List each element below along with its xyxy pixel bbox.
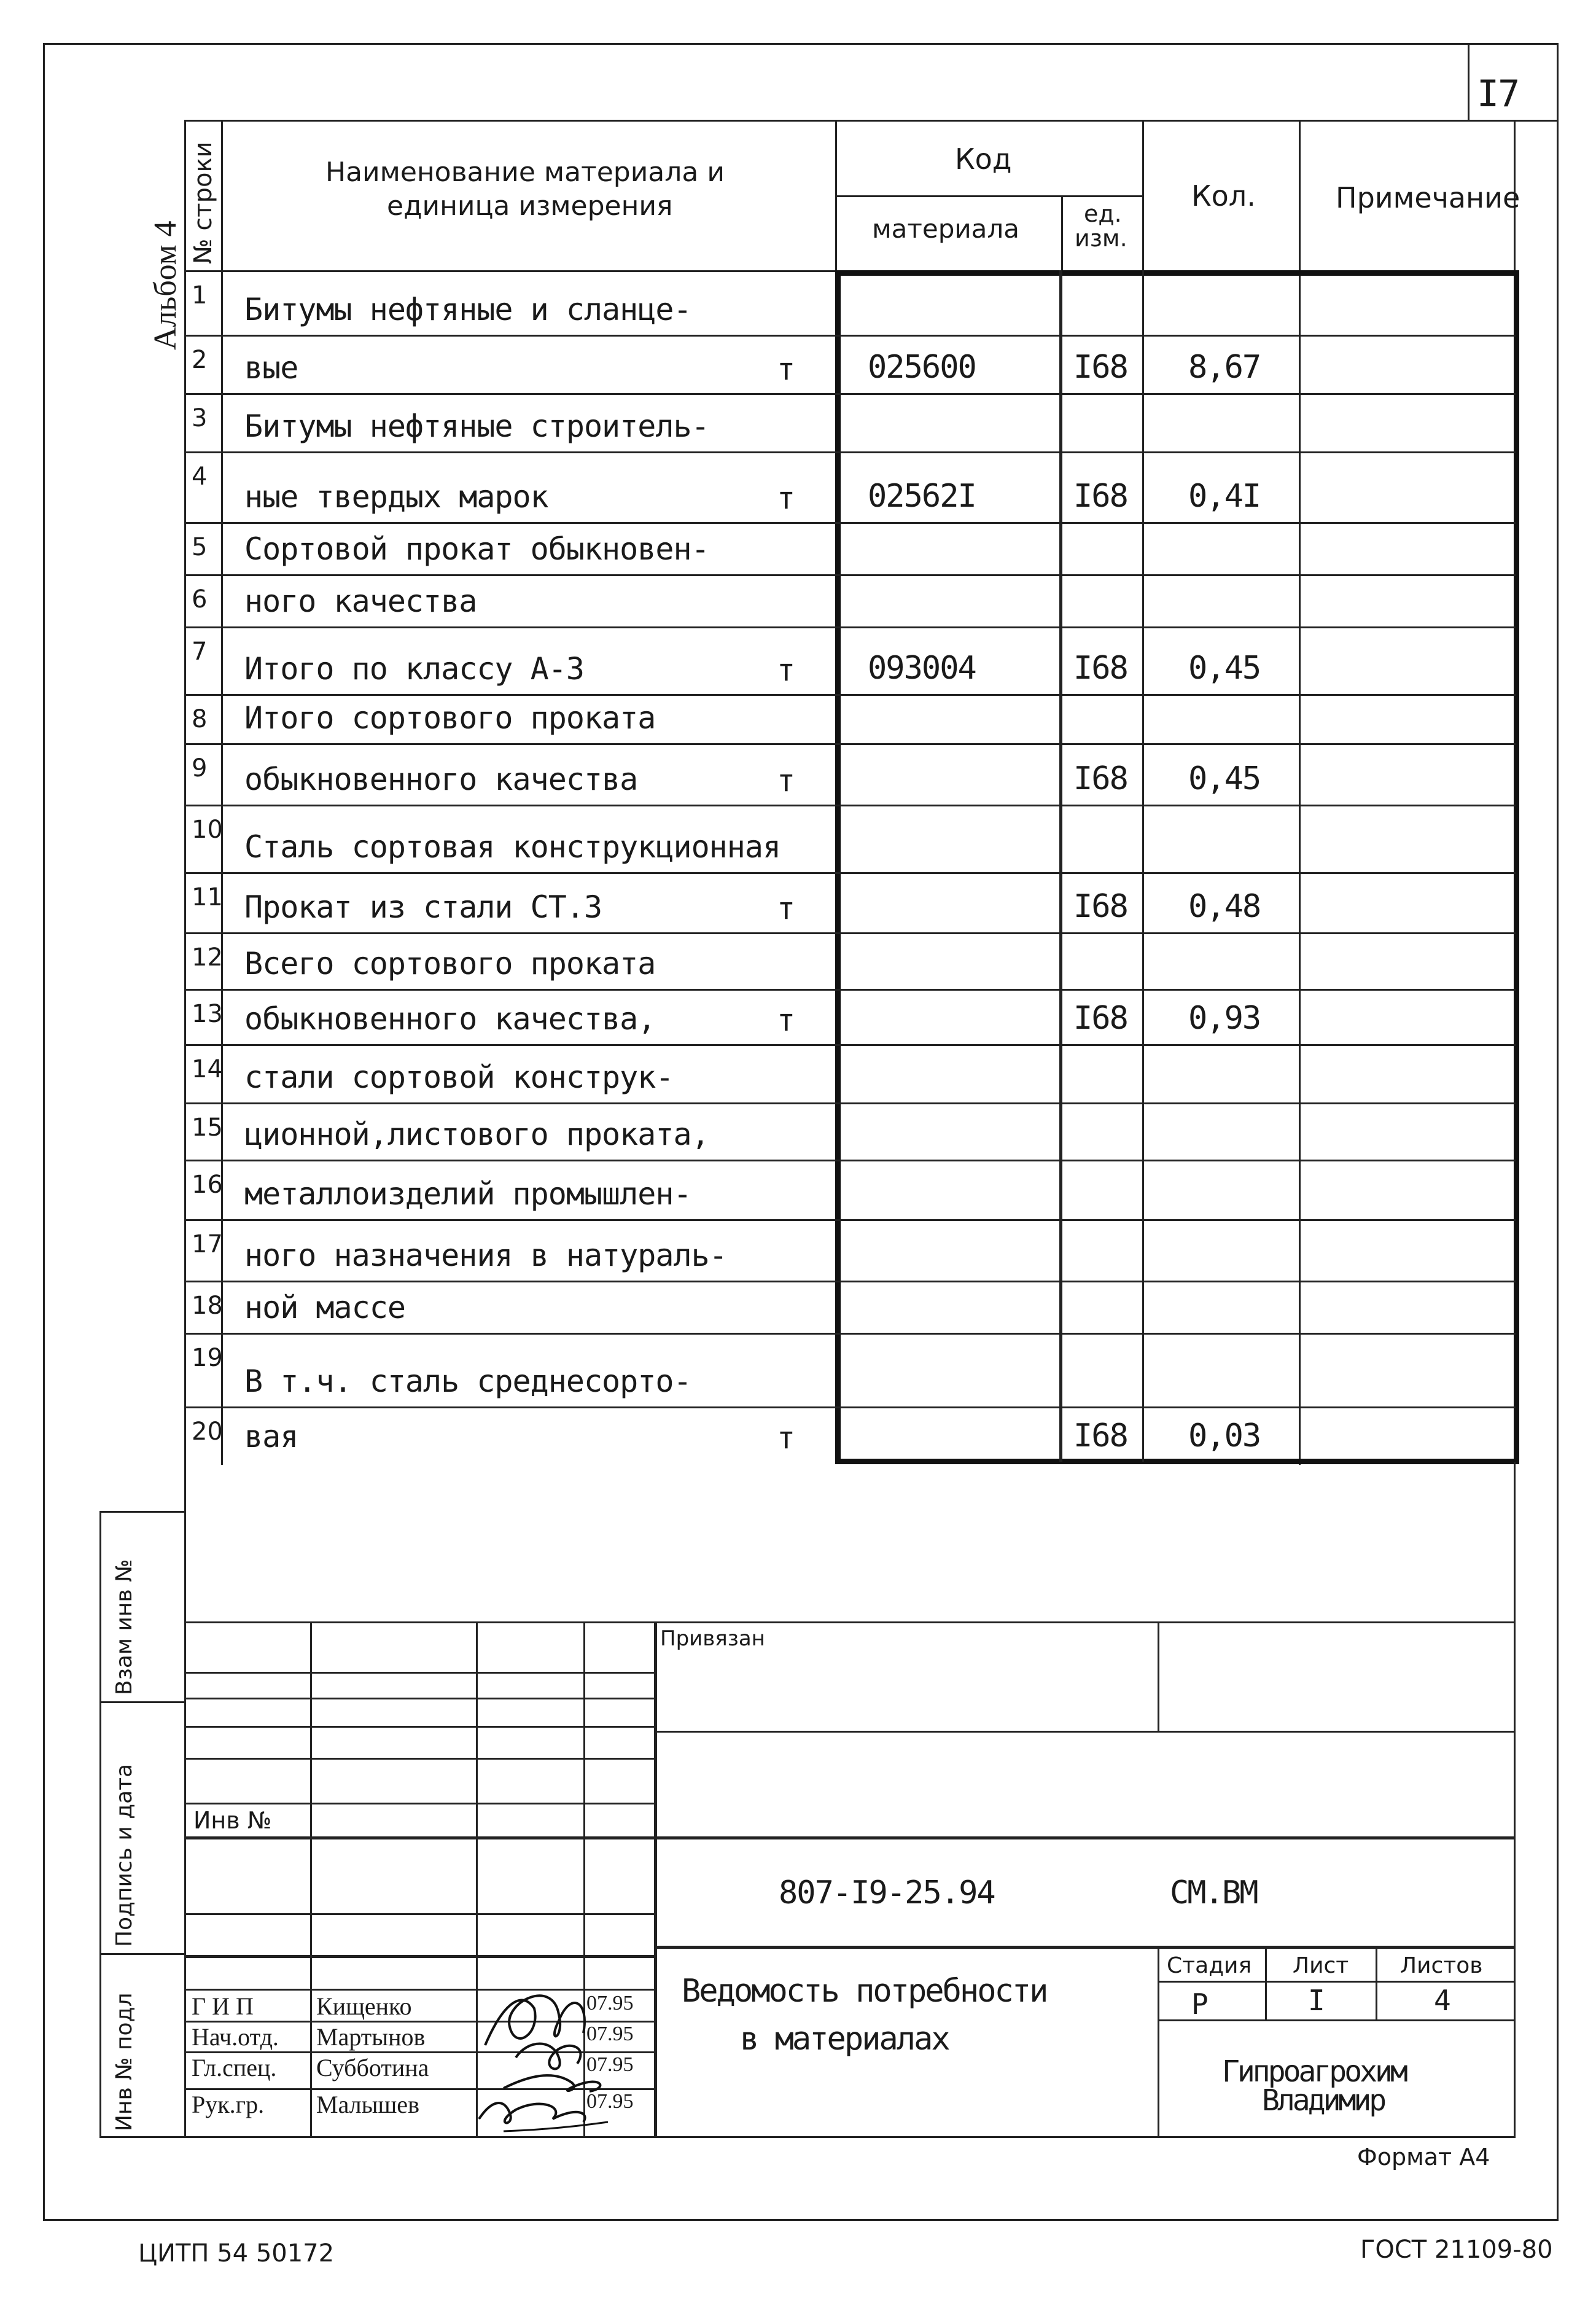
row-text: Сортовой прокат обыкновен-	[244, 531, 709, 567]
table-row	[184, 393, 1514, 451]
stage-label: Стадия	[1167, 1953, 1252, 1978]
table-row	[184, 335, 1514, 393]
row-unit-code: I68	[1073, 1418, 1127, 1454]
row-text: металлоизделий промышлен-	[244, 1176, 691, 1212]
signer-name: Субботина	[316, 2054, 429, 2081]
row-text: обыкновенного качества	[244, 762, 638, 797]
row-unit: т	[777, 351, 796, 387]
row-number: 5	[192, 533, 208, 561]
table-row	[184, 270, 1514, 335]
row-number: 16	[192, 1171, 223, 1199]
row-text: ной массе	[244, 1290, 405, 1325]
row-unit-code: I68	[1073, 349, 1127, 386]
signatures	[467, 1965, 663, 2137]
row-number: 15	[192, 1114, 223, 1142]
row-number: 7	[192, 638, 208, 666]
row-number: 6	[192, 585, 208, 614]
row-quantity: 0,03	[1188, 1418, 1261, 1454]
signer-role: Г И П	[192, 1992, 254, 2020]
row-unit: т	[777, 1002, 796, 1038]
row-text: Прокат из стали СТ.3	[244, 889, 602, 925]
row-text: Битумы нефтяные строитель-	[244, 408, 709, 444]
row-material-code: 093004	[868, 650, 976, 687]
row-quantity: 0,45	[1188, 760, 1261, 797]
row-unit: т	[777, 891, 796, 926]
table-row	[184, 1160, 1514, 1219]
row-number: 12	[192, 943, 223, 972]
row-text: Всего сортового проката	[244, 946, 656, 981]
header-name-line2: единица измерения	[387, 190, 673, 222]
row-unit: т	[777, 652, 796, 688]
signer-role: Рук.гр.	[192, 2091, 265, 2118]
header-qty: Кол.	[1191, 179, 1256, 213]
signer-date: 07.95	[586, 2090, 634, 2113]
row-number: 19	[192, 1344, 223, 1372]
row-number: 1	[192, 281, 208, 310]
row-number: 18	[192, 1292, 223, 1320]
org-line2: Владимир	[1262, 2083, 1385, 2118]
row-text: обыкновенного качества,	[244, 1001, 656, 1037]
row-unit-code: I68	[1073, 478, 1127, 515]
row-unit-code: I68	[1073, 888, 1127, 925]
row-number: 14	[192, 1055, 223, 1083]
row-text: ного качества	[244, 583, 477, 619]
row-number: 17	[192, 1230, 223, 1258]
row-text: ционной,листового проката,	[244, 1117, 709, 1152]
row-quantity: 0,45	[1188, 650, 1261, 687]
row-quantity: 0,48	[1188, 888, 1261, 925]
sheets-value: 4	[1434, 1984, 1451, 2017]
row-text: вые	[244, 350, 298, 386]
album-label: Альбом 4	[148, 220, 183, 350]
row-number: 20	[192, 1418, 223, 1446]
table-row	[184, 522, 1514, 574]
table-row	[184, 872, 1514, 932]
table-row	[184, 574, 1514, 626]
doc-code: 807-I9-25.94	[779, 1874, 995, 1911]
row-text: Итого по классу А-3	[244, 651, 584, 687]
table-row	[184, 932, 1514, 989]
row-material-code: 02562I	[868, 478, 976, 515]
header-code: Код	[955, 142, 1012, 176]
row-text: В т.ч. сталь среднесорто-	[244, 1363, 691, 1399]
row-text: ного назначения в натураль-	[244, 1238, 727, 1273]
signer-date: 07.95	[586, 1992, 634, 2015]
footer-left: ЦИТП 54 50172	[138, 2239, 335, 2268]
row-number: 2	[192, 346, 208, 374]
side-label-vzam: Взам инв №	[112, 1559, 137, 1695]
row-text: вая	[244, 1419, 298, 1454]
row-material-code: 025600	[868, 349, 976, 386]
row-number: 8	[192, 705, 208, 733]
row-unit-code: I68	[1073, 650, 1127, 687]
header-unit-code-1: ед.	[1084, 200, 1122, 227]
signer-name: Мартынов	[316, 2023, 426, 2051]
signer-role: Гл.спец.	[192, 2054, 277, 2081]
table-row	[184, 1102, 1514, 1160]
row-quantity: 0,4I	[1188, 478, 1261, 515]
inv-no-label: Инв №	[193, 1807, 272, 1834]
table-row	[184, 1406, 1514, 1462]
table-row	[184, 805, 1514, 872]
table-row	[184, 694, 1514, 743]
side-label-podpis: Подпись и дата	[112, 1763, 137, 1947]
row-text: Сталь сортовая конструкционная	[244, 829, 781, 865]
row-number: 13	[192, 1000, 223, 1028]
row-text: ные твердых марок	[244, 479, 548, 515]
doc-mark: СМ.ВМ	[1170, 1874, 1257, 1911]
row-text: стали сортовой конструк-	[244, 1059, 674, 1095]
table-row	[184, 626, 1514, 694]
doc-title-line2: в материалах	[740, 2021, 949, 2058]
stage-value: Р	[1191, 1987, 1209, 2021]
org-line1: Гипроагрохим	[1222, 2054, 1406, 2089]
row-number: 10	[192, 816, 223, 844]
row-number: 11	[192, 883, 223, 911]
doc-title-line1: Ведомость потребности	[682, 1973, 1047, 2010]
row-text: Итого сортового проката	[244, 700, 656, 736]
header-unit-code-2: изм.	[1075, 225, 1127, 252]
row-number: 9	[192, 754, 208, 782]
row-number: 3	[192, 404, 208, 432]
sheet-value: I	[1308, 1984, 1325, 2017]
privyazan-label: Привязан	[660, 1626, 765, 1651]
signer-name: Кищенко	[316, 1992, 412, 2020]
table-row	[184, 1333, 1514, 1406]
signer-date: 07.95	[586, 2053, 634, 2076]
row-number: 4	[192, 462, 208, 491]
table-row	[184, 1044, 1514, 1102]
format-label: Формат А4	[1357, 2144, 1490, 2171]
table-row	[184, 989, 1514, 1044]
footer-right: ГОСТ 21109-80	[1360, 2236, 1553, 2264]
header-note: Примечание	[1336, 181, 1520, 214]
row-unit: т	[777, 480, 796, 516]
header-name-line1: Наименование материала и	[325, 157, 725, 188]
sheets-label: Листов	[1400, 1953, 1483, 1978]
row-text: Битумы нефтяные и сланце-	[244, 292, 691, 327]
row-quantity: 8,67	[1188, 349, 1261, 386]
table-row	[184, 451, 1514, 522]
row-unit-code: I68	[1073, 1000, 1127, 1037]
sheet-label: Лист	[1293, 1953, 1349, 1978]
row-quantity: 0,93	[1188, 1000, 1261, 1037]
page-number: I7	[1477, 72, 1519, 115]
side-label-inv-podl: Инв № подл	[112, 1992, 137, 2131]
signer-date: 07.95	[586, 2023, 634, 2045]
table-row	[184, 743, 1514, 805]
row-unit: т	[777, 1420, 796, 1456]
table-row	[184, 1219, 1514, 1281]
row-unit-code: I68	[1073, 760, 1127, 797]
signer-name: Малышев	[316, 2091, 419, 2118]
signer-role: Нач.отд.	[192, 2023, 279, 2051]
header-row-no: № строки	[189, 141, 217, 264]
table-row	[184, 1281, 1514, 1333]
row-unit: т	[777, 763, 796, 798]
header-material: материала	[872, 214, 1020, 244]
